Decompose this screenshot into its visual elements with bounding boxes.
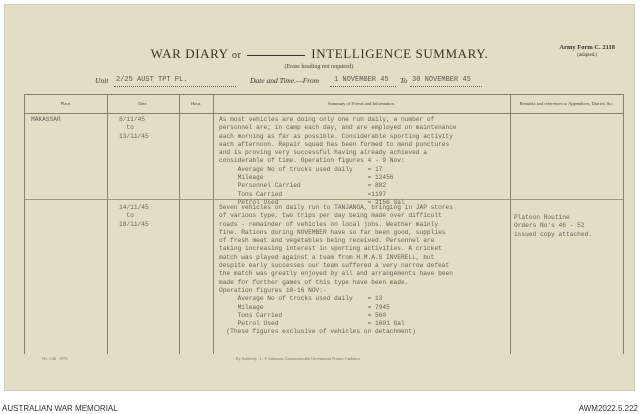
footer-print-code: Wt. 1/46 - 1978. — [42, 356, 69, 361]
entry-date: 8/11/45 to 13/11/45 — [119, 116, 149, 140]
column-divider — [179, 94, 180, 354]
title-war-diary: WAR DIARY — [150, 46, 229, 61]
unit-label: Unit — [95, 76, 109, 85]
diary-table — [24, 94, 624, 354]
form-note: (adapted.) — [577, 53, 598, 58]
form-number — [559, 44, 615, 60]
from-underline — [330, 86, 396, 87]
entry-place: MAKASSAR — [31, 116, 61, 123]
column-divider — [510, 94, 511, 354]
archive-name: AUSTRALIAN WAR MEMORIAL — [2, 404, 118, 413]
column-divider — [107, 94, 108, 354]
footer-authority: By Authority : L. F. Johnston, Commonwealth Government Printer, Canberra. — [236, 356, 361, 361]
column-header-summary: Summary of Events and Information. — [327, 101, 396, 106]
to-label: To — [400, 76, 408, 85]
form-number-text: Army Form C. 2118 — [559, 44, 615, 51]
column-divider — [213, 94, 214, 354]
entry-summary: As most vehicles are doing only one run daily, a number of personnel are; in camp each day, and are employed on maintenance each morning as far as possible. Considerable sporting activity each afternoon. Repair squad has been formed to mend punctures and is proving very successful having already achieved a considerable of time. Operation figures 4 - 9 Nov: Average No of trucks used daily = 17 Mileage = 12456 Personnel Carried = 882 Tons Carried =1197 Petrol Used = 2156 Gal — [219, 116, 457, 206]
unit-value: 2/25 AUST TPT PL. — [116, 76, 188, 84]
date-label: Date and Time.—From — [250, 76, 320, 85]
title-or: or — [232, 50, 242, 61]
diary-sheet — [4, 4, 635, 391]
archive-reference: AWM2022.5.222 — [578, 404, 638, 413]
erase-note: (Erase heading not required). — [284, 64, 355, 70]
to-date-value: 30 NOVEMBER 45 — [412, 76, 471, 84]
column-header-remarks: Remarks and references to Appendices, Diaries, &c. — [519, 101, 614, 106]
table-header — [25, 94, 623, 114]
page-title — [4, 46, 635, 62]
title-intelligence-summary: INTELLIGENCE SUMMARY. — [311, 46, 489, 61]
entry-summary: Seven vehicles on daily run to TANJANGA, bringing in JAP stores of various type, two trips per day being made over difficult roads - remainder of vehicles on local jobs. Weather mainly fine. Rations during NOVEMBER have so far been good, supplies of fresh meat and vegetables being received. Personnel are taking increasing interest in sporting activities. A cricket match was played against a team from H.M.A.S INVERELL, but despite early successes our team suffered a very narrow defeat the match was greatly enjoyed by all and arrangements have been made for further games of this type have been made. Operation figures 10-16 NOV:- Average No of trucks used daily = 13 Mileage = 7945 Tons Carried = 560 Petrol Used = 1601 Gal (These figures exclusive of vehicles on detachment) — [219, 204, 453, 336]
column-header-place: Place. — [60, 101, 72, 106]
unit-row — [4, 76, 635, 88]
column-header-hour: Hour. — [190, 101, 202, 106]
archive-bar — [0, 404, 640, 414]
erased-heading — [247, 50, 305, 58]
entry-remarks: Platoon Routine Orders No's 46 - 52 issued copy attached. — [514, 214, 592, 238]
to-underline — [410, 86, 482, 87]
unit-underline — [114, 86, 236, 87]
column-header-date: Date. — [138, 101, 148, 106]
from-date-value: 1 NOVEMBER 45 — [334, 76, 389, 84]
entry-date: 14/11/45 to 18/11/45 — [119, 204, 149, 228]
